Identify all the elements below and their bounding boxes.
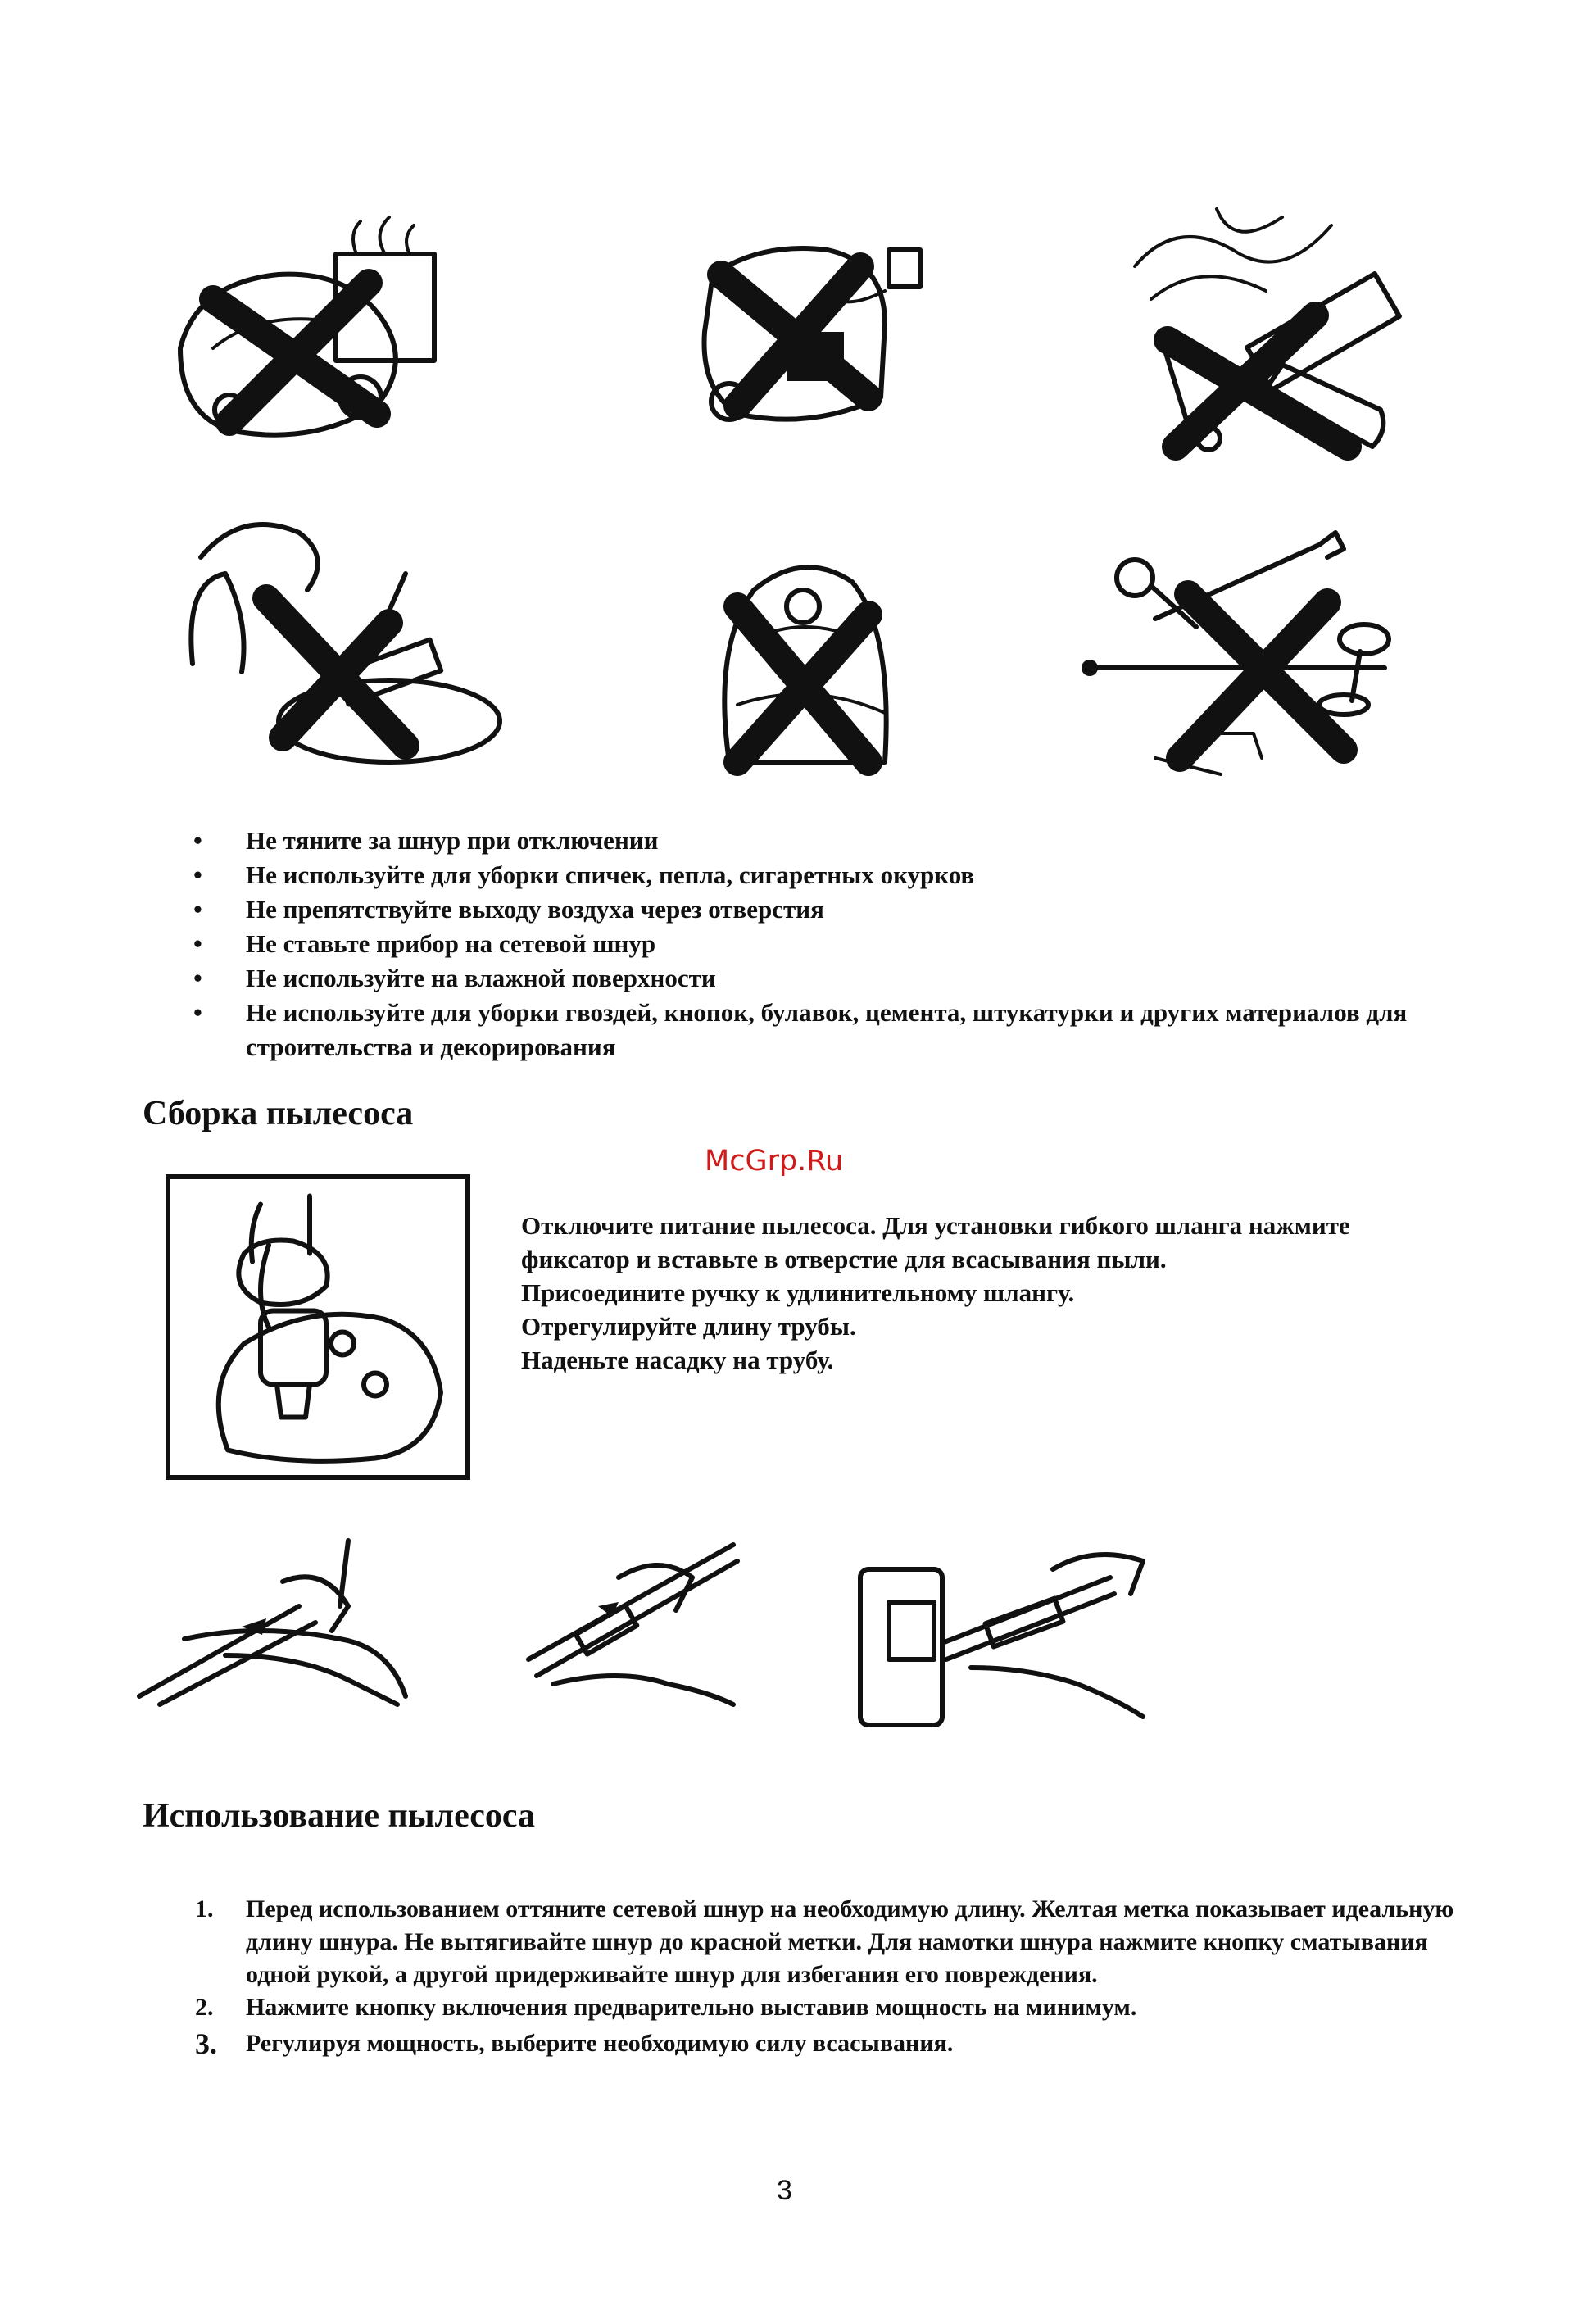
list-item [190, 1893, 1468, 1991]
step-number: 2. [195, 1994, 214, 2021]
watermark-text[interactable]: McGrp.Ru [705, 1145, 844, 1178]
warnings-list [188, 824, 1434, 1064]
no-smoke-fire-icon [1102, 201, 1405, 467]
no-sharp-objects-icon [1073, 529, 1426, 791]
bullet: • [193, 964, 202, 992]
bullet: • [193, 860, 202, 889]
assembly-line: Присоедините ручку к удлинительному шлангу. [521, 1278, 1075, 1307]
list-item [190, 2027, 1468, 2060]
brush-attach-illustration [848, 1545, 1155, 1737]
hose-insert-illustration [166, 1174, 470, 1480]
no-wet-surface-icon [160, 500, 508, 770]
list-item: • Не препятствуйте выходу воздуха через отверстия [188, 892, 1434, 927]
no-wall-socket-icon [688, 225, 942, 434]
assembly-instructions [521, 1209, 1472, 1377]
usage-heading: Использование пылесоса [143, 1797, 536, 1835]
bullet: • [193, 929, 202, 958]
hose-handle-illustration [135, 1532, 418, 1709]
step-text: Нажмите кнопку включения предварительно выставив мощность на минимум. [246, 1994, 1137, 2021]
list-item: • Не используйте на влажной поверхности [188, 961, 1434, 996]
list-item [190, 1991, 1468, 2024]
step-text: Регулируя мощность, выберите необходимую силу всасывания. [246, 2030, 954, 2057]
assembly-line: Наденьте насадку на трубу. [521, 1346, 834, 1374]
no-heat-source-icon [164, 209, 479, 455]
bullet: • [193, 998, 202, 1027]
bullet: • [193, 826, 202, 855]
list-item: • Не тяните за шнур при отключении [188, 824, 1434, 858]
page-number: 3 [777, 2175, 792, 2206]
tube-adjust-illustration [520, 1528, 741, 1709]
usage-steps [190, 1893, 1468, 2060]
step-text: Перед использованием оттяните сетевой шнур на необходимую длину. Желтая метка показывает идеальную длину шнура. Не вытягивайте шнур до красной метки. Для намотки шнура нажмите кнопку сматывания одной рукой, а другой придерживайте шнур для избегания его повреждения. [246, 1895, 1454, 1988]
assembly-line: фиксатор и вставьте в отверстие для всасывания пыли. [521, 1245, 1167, 1273]
step-number: 3. [195, 2027, 217, 2060]
list-item: • Не используйте для уборки гвоздей, кнопок, булавок, цемента, штукатурки и других материалов для строительства и декорирования [188, 996, 1434, 1064]
bullet: • [193, 895, 202, 924]
list-item: • Не ставьте прибор на сетевой шнур [188, 927, 1434, 961]
assembly-heading: Сборка пылесоса [143, 1095, 414, 1132]
assembly-line: Отключите питание пылесоса. Для установки гибкого шланга нажмите [521, 1211, 1350, 1240]
list-item: • Не используйте для уборки спичек, пепла, сигаретных окурков [188, 858, 1434, 892]
no-blocked-vent-icon [705, 516, 909, 787]
step-number: 1. [195, 1895, 214, 1922]
assembly-line: Отрегулируйте длину трубы. [521, 1312, 856, 1341]
